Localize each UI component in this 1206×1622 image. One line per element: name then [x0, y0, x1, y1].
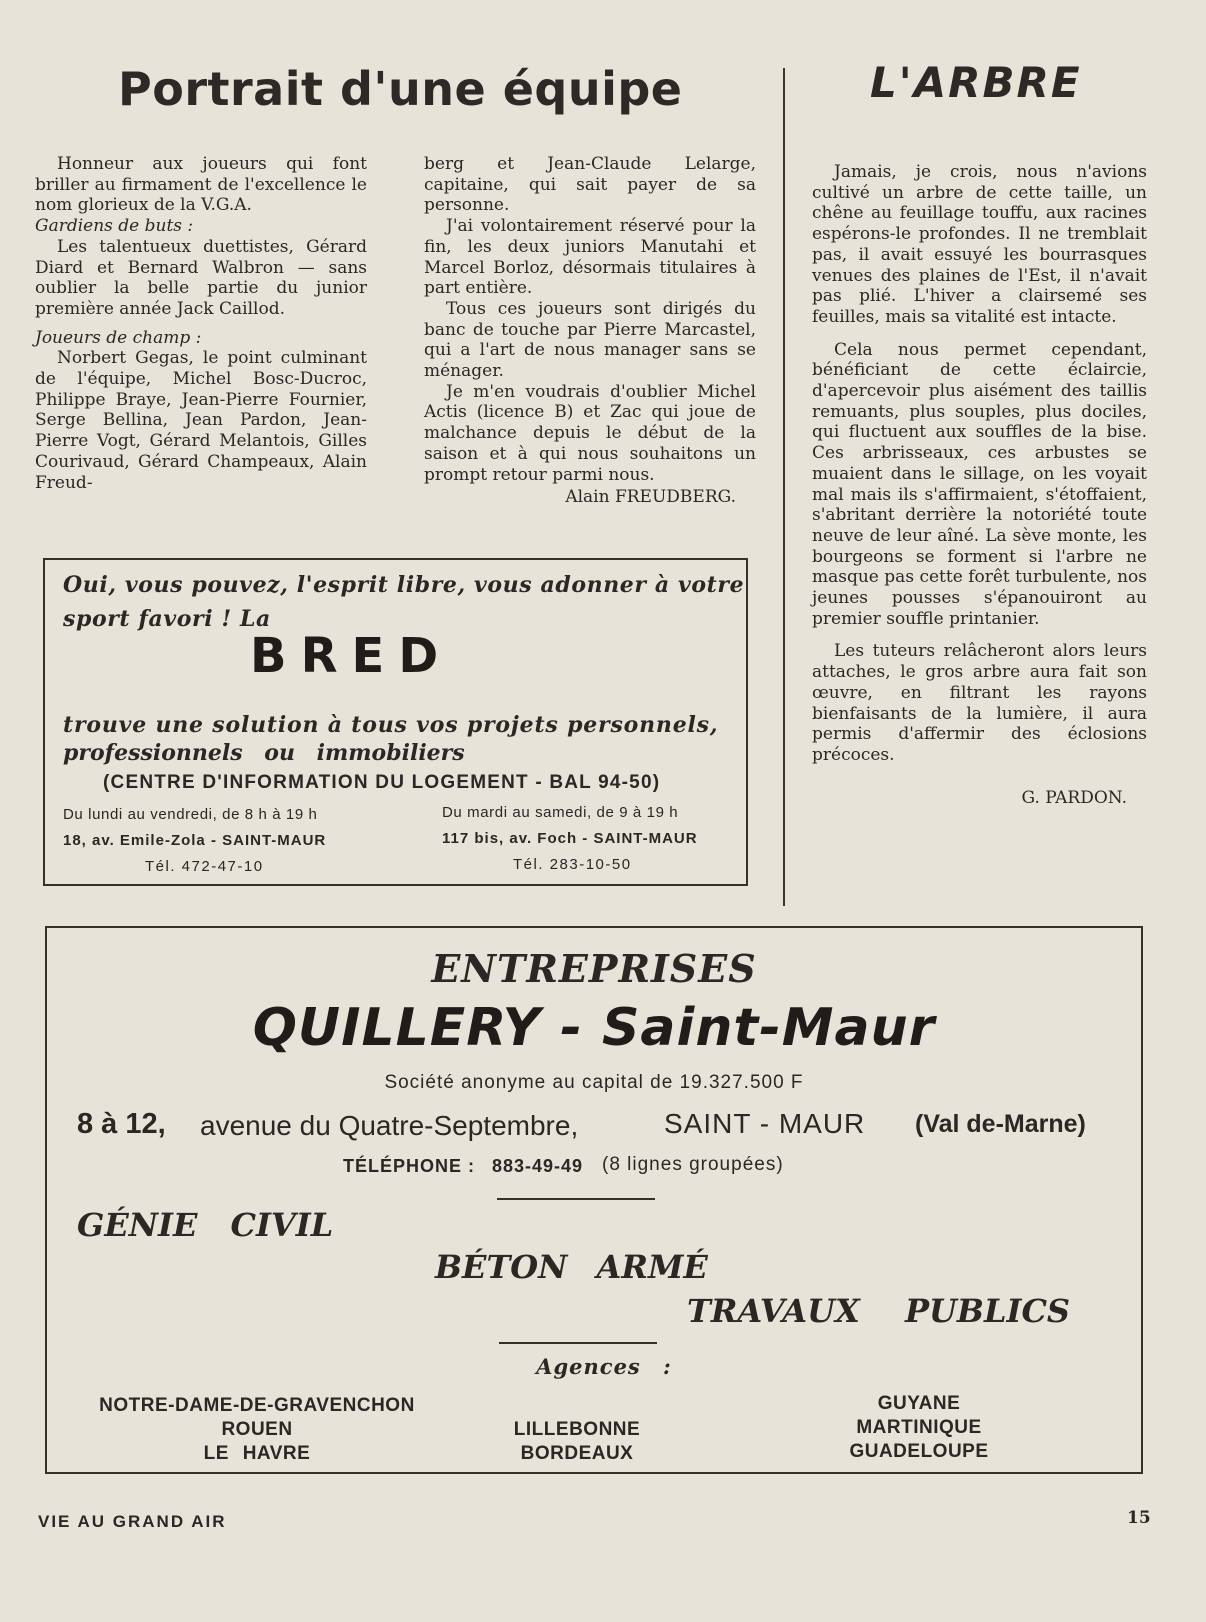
bred-advertisement [43, 558, 748, 886]
bred-branch-2-phone: Tél. 283-10-50 [513, 856, 632, 873]
left-article-column-2 [424, 154, 756, 508]
quillery-address-region: (Val de-Marne) [915, 1110, 1086, 1138]
bred-branch-2-hours: Du mardi au samedi, de 9 à 19 h [442, 804, 679, 821]
paragraph: Les tuteurs relâcheront alors leurs attaches, le gros arbre aura fait son œuvre, en filtrant les rayons bienfaisants de la lumière, il aura permis d'affermir des éclosions précoces. [812, 641, 1147, 765]
quillery-address-city: SAINT - MAUR [664, 1108, 866, 1139]
paragraph: Les talentueux duettistes, Gérard Diard et Bernard Walbron — sans oublier la belle partie du junior première année Jack Caillod. [35, 236, 367, 319]
quillery-advertisement [45, 926, 1143, 1474]
bred-branch-1-phone: Tél. 472-47-10 [145, 858, 264, 875]
separator-line [497, 1198, 655, 1200]
bred-tagline-2: sport favori ! La [63, 606, 271, 632]
bred-logo: BRED [250, 628, 453, 684]
column-divider [783, 68, 785, 906]
section-heading: Gardiens de buts : [35, 216, 194, 237]
paragraph: Tous ces joueurs sont dirigés du banc de touche par Pierre Marcastel, qui a l'art de nous manager sans se ménager. [424, 298, 756, 382]
agency-item: MARTINIQUE [856, 1417, 982, 1438]
bred-tagline-1: Oui, vous pouvez, l'esprit libre, vous adonner à votre [63, 572, 745, 598]
quillery-phone-number: 883-49-49 [492, 1156, 584, 1176]
activity-genie-civil: GÉNIE CIVIL [77, 1206, 334, 1244]
agency-item: ROUEN [221, 1419, 293, 1440]
paragraph: Cela nous permet cependant, bénéficiant de cette éclaircie, d'apercevoir plus aisément des taillis remuants, plus souples, plus dociles, qui fluctuent aux souffles de la bise. Ces arbrisseaux, ces arbustes se muaient dans le sillage, on les voyait mal mais ils s'affirmaient, s'étoffaient, s'abritant derrière la notoriété toute neuve de leur aîné. La sève monte, les bourgeons se forment si l'arbre ne masque pas cette forêt turbulente, nos jeunes pousses s'épanouiront au premier souffle printanier. [812, 339, 1147, 629]
quillery-address-number: 8 à 12, [77, 1108, 166, 1140]
quillery-brand: QUILLERY - Saint-Maur [252, 998, 936, 1058]
paragraph: Je m'en voudrais d'oublier Michel Actis (licence B) et Zac qui joue de malchance depuis le début de la saison et à qui nous souhaitons un prompt retour parmi nous. [424, 381, 756, 485]
activity-beton-arme: BÉTON ARMÉ [435, 1248, 708, 1286]
right-article-signature: G. PARDON. [1021, 787, 1127, 808]
agency-item: NOTRE-DAME-DE-GRAVENCHON [99, 1395, 415, 1416]
bred-tagline-4: professionnels ou immobiliers [63, 740, 465, 766]
bred-branch-1-hours: Du lundi au vendredi, de 8 h à 19 h [63, 806, 318, 823]
separator-line [499, 1342, 657, 1344]
bred-branch-1-address: 18, av. Emile-Zola - SAINT-MAUR [63, 832, 327, 849]
quillery-phone-label: TÉLÉPHONE : [343, 1156, 476, 1176]
agencies-column-3 [819, 1392, 1019, 1464]
right-article-column [812, 162, 1147, 808]
left-article-signature: Alain FREUDBERG. [565, 487, 736, 508]
page-number: 15 [1127, 1508, 1151, 1528]
agency-item: GUADELOUPE [849, 1441, 989, 1462]
section-heading: Joueurs de champ : [35, 327, 202, 348]
bred-tagline-3: trouve une solution à tous vos projets personnels, [63, 712, 719, 738]
agencies-label: Agences : [536, 1354, 672, 1379]
quillery-header: ENTREPRISES [431, 946, 757, 991]
quillery-phone-note: (8 lignes groupées) [602, 1154, 784, 1175]
agencies-column-1 [77, 1394, 437, 1466]
right-article-title: L'ARBRE [870, 58, 1082, 107]
agency-item: LILLEBONNE [513, 1419, 641, 1440]
paragraph: J'ai volontairement réservé pour la fin, les deux juniors Manutahi et Marcel Borloz, désormais titulaires à part entière. [424, 216, 756, 299]
agency-item: BORDEAUX [520, 1443, 634, 1464]
agencies-column-2 [477, 1418, 677, 1466]
paragraph: berg et Jean-Claude Lelarge, capitaine, qui sait payer de sa personne. [424, 154, 756, 216]
bred-branch-2-address: 117 bis, av. Foch - SAINT-MAUR [442, 830, 698, 847]
paragraph: Jamais, je crois, nous n'avions cultivé un arbre de cette taille, un chêne au feuillage touffu, aux racines espérons-le profondes. Il ne tremblait pas, il avait essuyé les bourrasques venues des plaines de l'Est, il n'avait pas plié. L'hiver a clairsemé ses feuilles, mais sa vitalité est intacte. [812, 162, 1147, 327]
publication-name: VIE AU GRAND AIR [38, 1512, 227, 1531]
agency-item: GUYANE [877, 1393, 961, 1414]
bred-info-center: (CENTRE D'INFORMATION DU LOGEMENT - BAL 94-50) [103, 772, 661, 793]
agency-item: LE HAVRE [203, 1443, 311, 1464]
paragraph: Honneur aux joueurs qui font briller au firmament de l'excellence le nom glorieux de la V.G.A. [35, 154, 367, 216]
left-article-column-1 [35, 154, 367, 493]
quillery-capital: Société anonyme au capital de 19.327.500 F [384, 1072, 804, 1093]
left-article-title: Portrait d'une équipe [118, 62, 683, 116]
paragraph: Norbert Gegas, le point culminant de l'équipe, Michel Bosc-Ducroc, Philippe Braye, Jean-Pierre Fournier, Serge Bellina, Jean Pardon, Jean-Pierre Vogt, Gérard Melantois, Gilles Courivaud, Gérard Champeaux, Alain Freud- [35, 348, 367, 493]
activity-travaux-publics: TRAVAUX PUBLICS [687, 1292, 1071, 1330]
quillery-address-street: avenue du Quatre-Septembre, [200, 1110, 579, 1141]
